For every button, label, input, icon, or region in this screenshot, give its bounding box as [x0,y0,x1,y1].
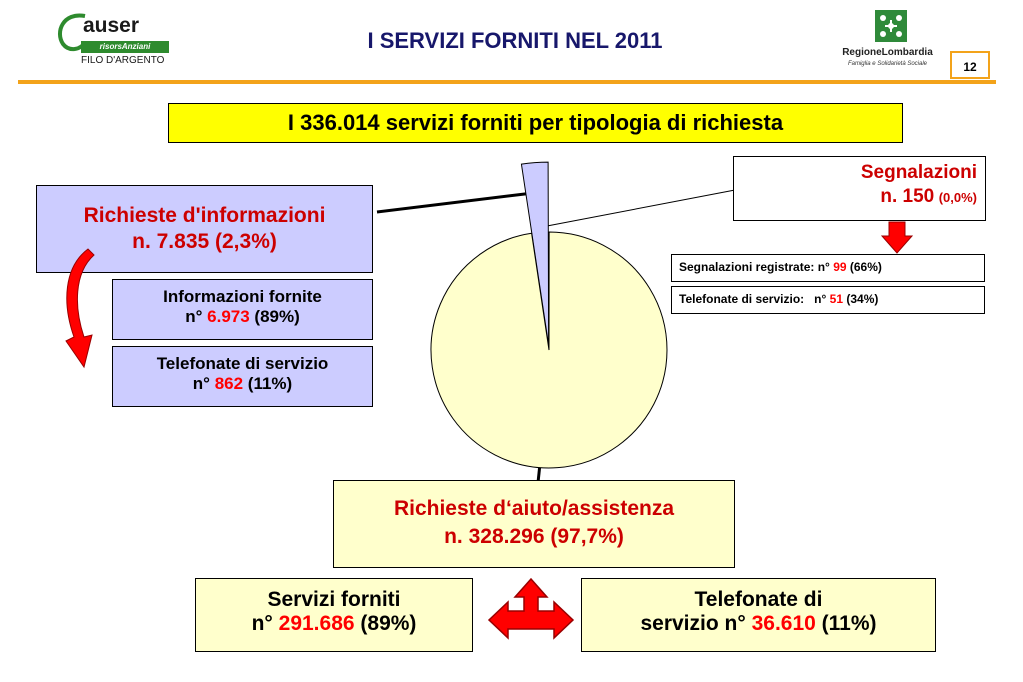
segnalazioni-registrate-label: Segnalazioni registrate: n° [679,260,830,274]
down-arrow-icon [879,220,915,256]
info-telefonate-value-line [113,374,372,394]
aiuto-telefonate-value-line [582,612,935,636]
branching-arrow-icon [487,578,575,652]
info-telefonate-pct: (11%) [247,374,293,393]
segnalazioni-registrate-value: 99 [833,260,847,274]
aiuto-telefonate-pct: (11%) [821,612,877,635]
info-fornite-pct: (89%) [254,307,300,326]
info-value: n. 7.835 (2,3%) [132,230,277,253]
info-fornite-label: Informazioni fornite [163,287,322,306]
segnalazioni-pct: (0,0%) [938,190,977,205]
segnalazioni-registrate-row [671,254,985,282]
auser-tagline: FILO D'ARGENTO [81,55,165,66]
info-fornite-box [112,279,373,340]
aiuto-servizi-value-line [196,612,472,636]
auser-band: risorsAnziani [81,41,169,53]
segnalazioni-registrate-pct: (66%) [849,260,882,274]
aiuto-servizi-value: 291.686 [278,612,355,635]
info-telefonate-value: 862 [214,374,244,393]
info-title: Richieste d'informazioni [83,204,326,227]
segnalazioni-value: n. 150 [880,186,935,207]
page-title: I SERVIZI FORNITI NEL 2011 [367,28,663,53]
aiuto-title: Richieste d‘aiuto/assistenza [393,497,675,520]
info-connector-line [377,193,533,212]
segnalazioni-box [733,156,986,221]
pie-slice-2 [431,232,667,468]
auser-wordmark: auser [83,14,140,37]
aiuto-servizi-box [195,578,473,652]
aiuto-telefonate-value: 36.610 [751,612,816,635]
segnalazioni-telefonate-row [671,286,985,314]
info-telefonate-label: Telefonate di servizio [156,354,329,373]
page-number: 12 [950,51,990,79]
aiuto-summary-box [333,480,735,568]
segnalazioni-telefonate-label: Telefonate di servizio: [679,292,805,306]
curved-arrow-icon [58,245,98,370]
segnalazioni-telefonate-prefix: n° [814,292,827,306]
aiuto-servizi-pct: (89%) [360,612,417,635]
segnalazioni-telefonate-value: 51 [829,292,843,306]
regione-lombardia-name: RegioneLombardia [842,47,933,58]
segnalazioni-telefonate-pct: (34%) [846,292,879,306]
info-fornite-value-line [113,307,372,327]
info-telefonate-box [112,346,373,407]
aiuto-servizi-label: Servizi forniti [267,588,401,611]
aiuto-telefonate-label: Telefonate di [694,588,823,611]
info-fornite-prefix: n° [185,307,203,326]
aiuto-telefonate-box [581,578,936,652]
chart-title: I 336.014 servizi forniti per tipologia di richiesta [168,103,903,143]
segnalazioni-title: Segnalazioni [860,162,977,183]
aiuto-servizi-prefix: n° [251,612,273,635]
segnalazioni-value-line [734,186,977,208]
aiuto-telefonate-prefix: servizio n° [640,612,746,635]
info-fornite-value: 6.973 [207,307,250,326]
segnalazioni-connector-line [547,190,735,226]
info-telefonate-prefix: n° [192,374,210,393]
aiuto-value: n. 328.296 (97,7%) [444,525,624,548]
regione-lombardia-sub: Famiglia e Solidarietà Sociale [847,61,928,67]
